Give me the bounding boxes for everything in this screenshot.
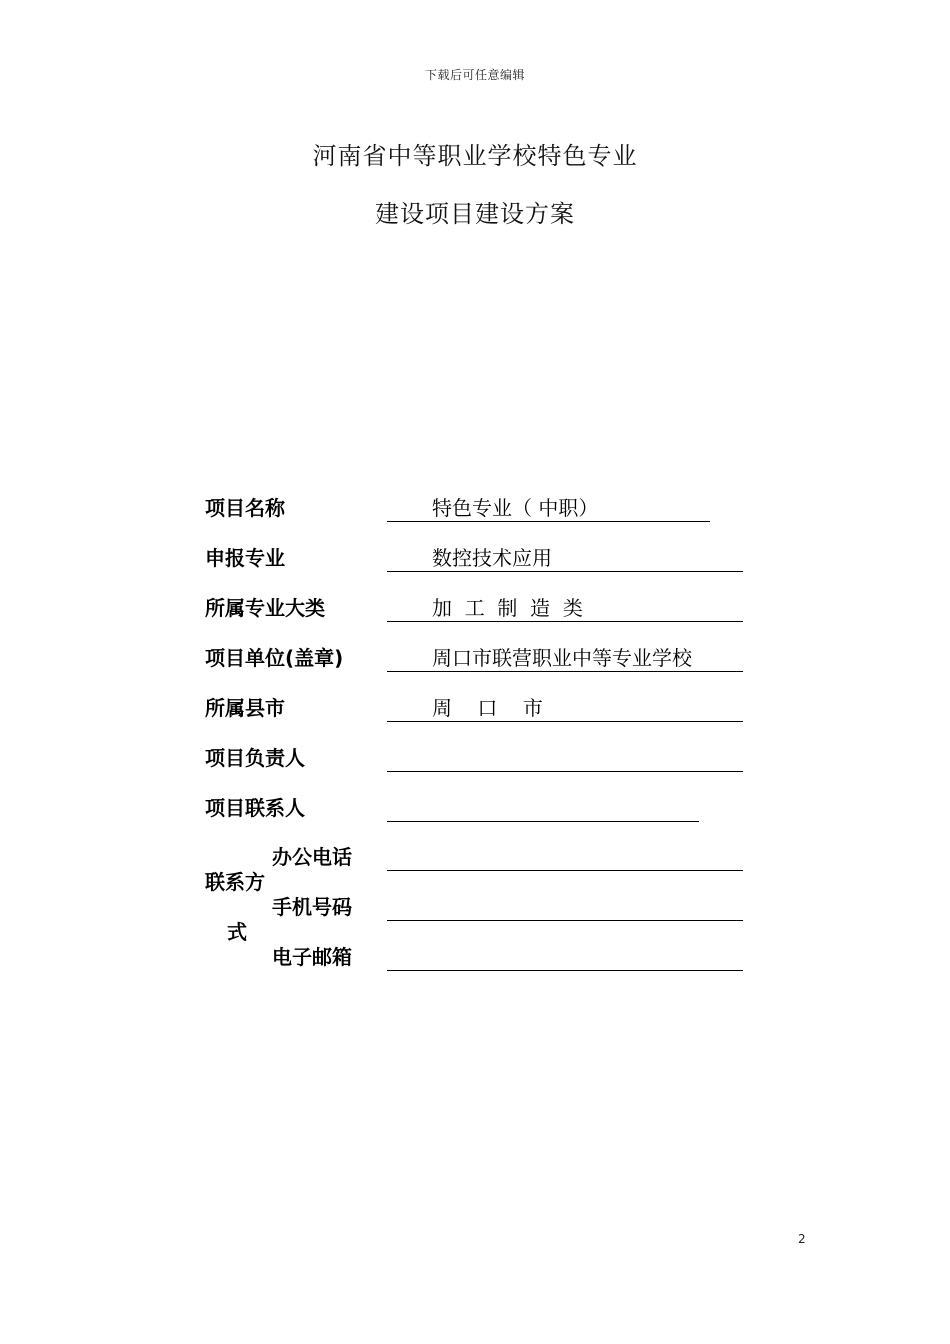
contact-line-mobile (387, 894, 743, 921)
field-label-project-name: 项目名称 (205, 496, 285, 520)
field-line-project-contact (387, 795, 699, 822)
field-label-major-category: 所属专业大类 (205, 596, 325, 620)
contact-label-office-phone: 办公电话 (272, 845, 352, 869)
field-label-project-contact: 项目联系人 (205, 796, 305, 820)
field-line-project-leader (387, 745, 743, 772)
page-number: 2 (798, 1232, 806, 1246)
contact-group-label-line-1: 联系方 (205, 870, 265, 894)
field-label-project-leader: 项目负责人 (205, 746, 305, 770)
field-label-declared-major: 申报专业 (205, 546, 285, 570)
field-value-major-category: 加 工 制 造 类 (432, 596, 583, 620)
document-title-line-2: 建设项目建设方案 (375, 200, 575, 228)
contact-label-mobile: 手机号码 (272, 895, 352, 919)
field-value-project-name: 特色专业（ 中职） (432, 496, 599, 520)
field-value-declared-major: 数控技术应用 (432, 546, 552, 570)
contact-group-label-line-2: 式 (227, 920, 247, 944)
contact-line-office-phone (387, 844, 743, 871)
field-value-project-unit: 周口市联营职业中等专业学校 (432, 646, 692, 670)
contact-label-email: 电子邮箱 (272, 945, 352, 969)
field-value-county-city: 周 口 市 (432, 696, 543, 720)
field-label-project-unit: 项目单位(盖章) (205, 646, 344, 670)
header-note: 下载后可任意编辑 (424, 68, 525, 82)
contact-line-email (387, 944, 743, 971)
field-label-county-city: 所属县市 (205, 696, 285, 720)
document-title-line-1: 河南省中等职业学校特色专业 (312, 142, 638, 170)
